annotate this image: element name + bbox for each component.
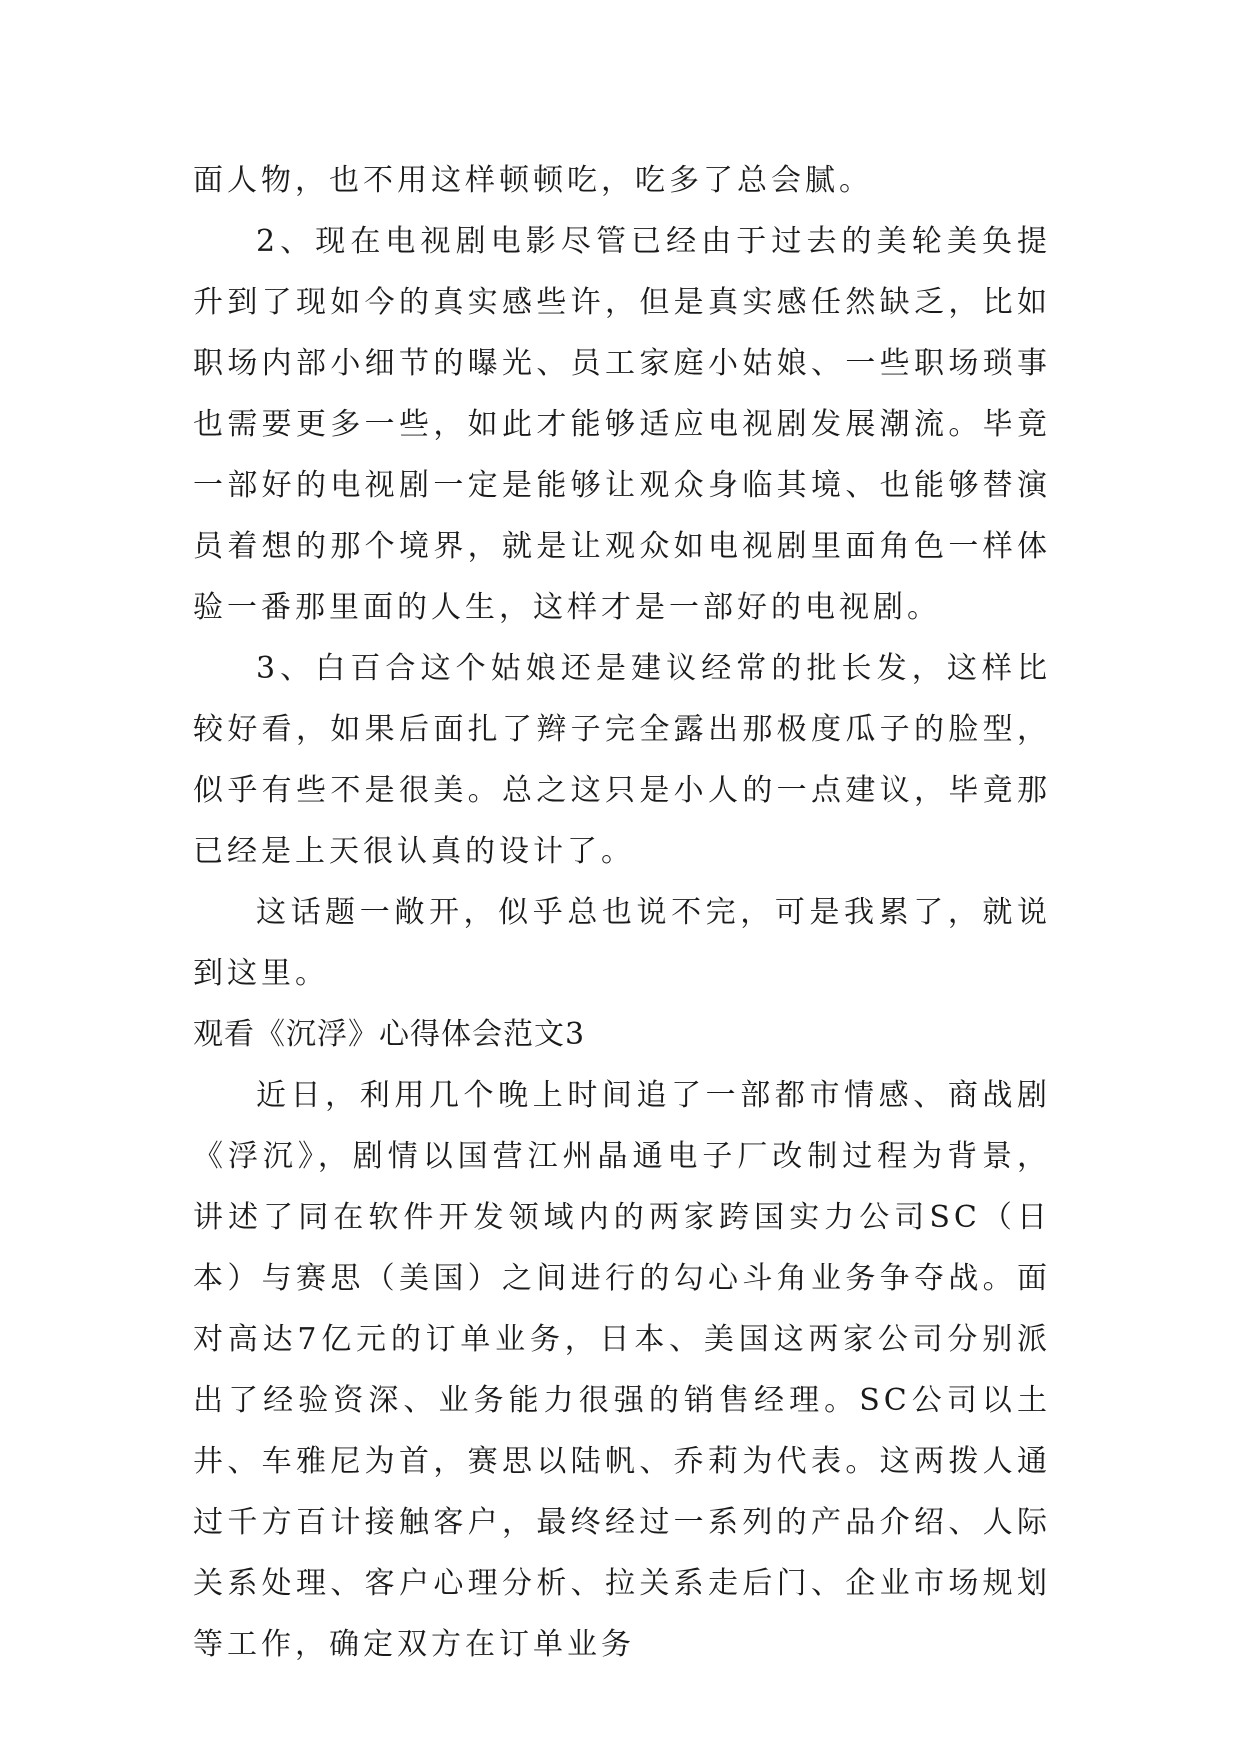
paragraph-continuation: 面人物，也不用这样顿顿吃，吃多了总会腻。: [193, 163, 873, 198]
section-heading: 观看《沉浮》心得体会范文3: [193, 1017, 586, 1052]
paragraph-essay-3-intro: 近日，利用几个晚上时间追了一部都市情感、商战剧《浮沉》，剧情以国营江州晶通电子厂改制过程为背景，讲述了同在软件开发领域内的两家跨国实力公司SC（日本）与赛思（美国）之间进行的勾心斗角业务争夺战。面对高达7亿元的订单业务，日本、美国这两家公司分别派出了经验资深、业务能力很强的销售经理。SC公司以土井、车雅尼为首，赛思以陆帆、乔莉为代表。这两拨人通过千方百计接触客户，最终经过一系列的产品介绍、人际关系处理、客户心理分析、拉关系走后门、企业市场规划等工作，确定双方在订单业务: [193, 1078, 1051, 1662]
paragraph-point-3: 3、白百合这个姑娘还是建议经常的批长发，这样比较好看，如果后面扎了辫子完全露出那极度瓜子的脸型，似乎有些不是很美。总之这只是小人的一点建议，毕竟那已经是上天很认真的设计了。: [193, 651, 1051, 869]
paragraph-closing: 这话题一敞开，似乎总也说不完，可是我累了，就说到这里。: [193, 895, 1051, 991]
document-body: [193, 150, 1051, 1675]
paragraph-point-2: 2、现在电视剧电影尽管已经由于过去的美轮美奂提升到了现如今的真实感些许，但是真实感任然缺乏，比如职场内部小细节的曝光、员工家庭小姑娘、一些职场琐事也需要更多一些，如此才能够适应电视剧发展潮流。毕竟一部好的电视剧一定是能够让观众身临其境、也能够替演员着想的那个境界，就是让观众如电视剧里面角色一样体验一番那里面的人生，这样才是一部好的电视剧。: [193, 224, 1051, 625]
